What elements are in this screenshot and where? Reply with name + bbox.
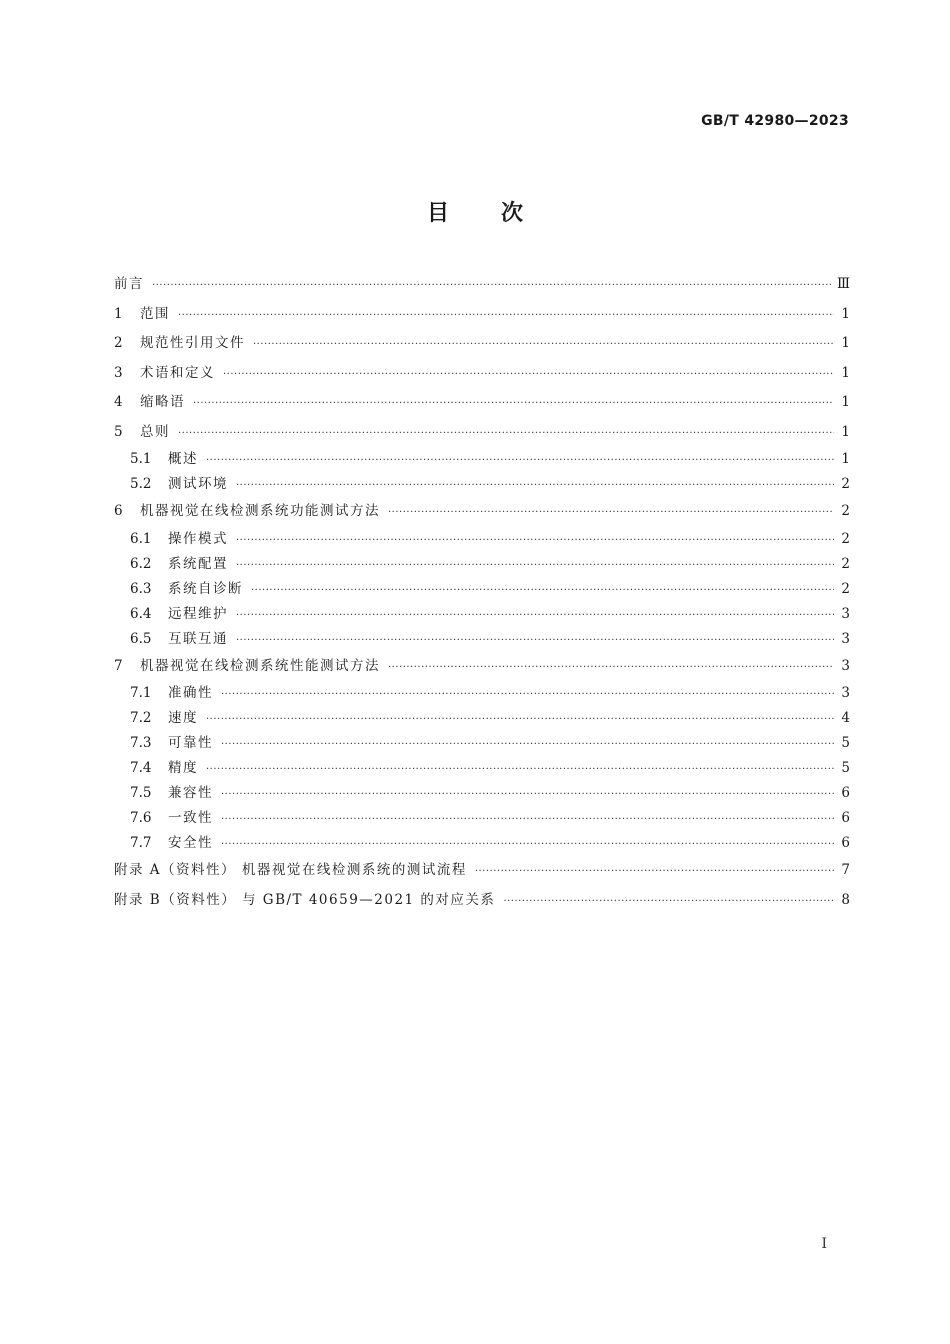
dot-leader (221, 682, 834, 707)
toc-entry-page: 1 (841, 451, 850, 467)
toc-entry-number: 7.7 (130, 835, 152, 851)
toc-entry-3[interactable] (114, 359, 850, 389)
toc-entry-number: 5.1 (130, 451, 152, 467)
dot-leader (503, 887, 834, 917)
toc-entry-page: 3 (841, 630, 850, 647)
toc-entry-label: 附录 B（资料性） 与 GB/T 40659—2021 的对应关系 (114, 891, 496, 908)
toc-entry-6-1[interactable] (114, 527, 850, 552)
dot-leader (236, 603, 834, 628)
toc-entry-6-4[interactable] (114, 602, 850, 627)
toc-entry-label: 缩略语 (140, 394, 185, 410)
toc-entry-page: 3 (841, 605, 850, 622)
toc-entry-number: 7.2 (130, 710, 152, 726)
toc-entry-page: 4 (841, 710, 850, 726)
dot-leader (223, 360, 834, 390)
toc-entry-page: 1 (841, 423, 850, 440)
toc-entry-label: 系统配置 (168, 555, 228, 572)
toc-entry-label: 精度 (168, 760, 198, 776)
toc-entry-number: 6.4 (130, 605, 152, 622)
dot-leader (253, 330, 834, 360)
toc-entry-number: 6.2 (130, 555, 152, 572)
toc-entry-number: 6.5 (130, 630, 152, 647)
dot-leader (221, 807, 834, 832)
toc-entry-label: 规范性引用文件 (140, 335, 245, 351)
toc-entry-number: 3 (114, 364, 123, 381)
toc-entry-number: 7.1 (130, 685, 152, 701)
toc-entry-label: 操作模式 (168, 530, 228, 547)
toc-entry-label: 准确性 (168, 685, 213, 701)
toc-entry-page: 8 (841, 891, 850, 908)
toc-entry-label: 附录 A（资料性） 机器视觉在线检测系统的测试流程 (114, 862, 467, 878)
toc-entry-7-4[interactable] (114, 756, 850, 781)
toc-entry-6-3[interactable] (114, 577, 850, 602)
toc-entry-4[interactable] (114, 388, 850, 418)
toc-entry-6-2[interactable] (114, 552, 850, 577)
toc-entry-label: 一致性 (168, 810, 213, 826)
toc-entry-label: 概述 (168, 451, 198, 467)
toc-entry-6-5[interactable] (114, 627, 850, 652)
toc-entry-7-2[interactable] (114, 706, 850, 731)
dot-leader (251, 578, 834, 603)
dot-leader (236, 628, 834, 653)
toc-entry-page: 3 (841, 685, 850, 701)
dot-leader (236, 553, 834, 578)
toc-entry-page: Ⅲ (836, 276, 850, 292)
dot-leader (206, 707, 834, 732)
toc-entry-page: 2 (841, 580, 850, 597)
toc-entry-number: 7.6 (130, 810, 152, 826)
dot-leader (178, 419, 834, 449)
dot-leader (388, 653, 834, 683)
toc-entry-5[interactable] (114, 418, 850, 448)
dot-leader (388, 498, 834, 528)
toc-entry-appendix-a[interactable] (114, 856, 850, 886)
toc-entry-label: 系统自诊断 (168, 580, 243, 597)
standard-code: GB/T 42980—2023 (701, 113, 849, 129)
toc-entry-7-5[interactable] (114, 781, 850, 806)
dot-leader (236, 473, 834, 498)
toc-entry-page: 6 (841, 835, 850, 851)
toc-entry-label: 术语和定义 (140, 364, 215, 381)
toc-entry-foreword[interactable] (114, 270, 850, 300)
toc-entry-number: 4 (114, 394, 123, 410)
dot-leader (206, 448, 834, 473)
toc-entry-number: 7.5 (130, 785, 152, 801)
dot-leader (221, 832, 834, 857)
toc-entry-7[interactable] (114, 652, 850, 682)
toc-entry-page: 2 (841, 555, 850, 572)
toc-entry-2[interactable] (114, 329, 850, 359)
toc-entry-7-7[interactable] (114, 831, 850, 856)
toc-entry-number: 6.1 (130, 530, 152, 547)
dot-leader (193, 389, 834, 419)
toc-entry-page: 1 (841, 364, 850, 381)
toc-entry-page: 2 (841, 503, 850, 519)
toc-title-char-2: 次 (501, 201, 524, 226)
toc-entry-number: 7.3 (130, 735, 152, 751)
toc-entry-7-3[interactable] (114, 731, 850, 756)
toc-entry-page: 6 (841, 785, 850, 801)
toc-entry-label: 兼容性 (168, 785, 213, 801)
toc-entry-label: 速度 (168, 710, 198, 726)
dot-leader (206, 757, 834, 782)
dot-leader (178, 301, 834, 331)
toc-entry-page: 2 (841, 530, 850, 547)
toc-entry-number: 6.3 (130, 580, 152, 597)
toc-entry-number: 1 (114, 305, 123, 322)
toc-entry-page: 1 (841, 335, 850, 351)
toc-entry-6[interactable] (114, 497, 850, 527)
toc-entry-appendix-b[interactable] (114, 886, 850, 916)
toc-entry-5-2[interactable] (114, 472, 850, 497)
toc-entry-number: 7.4 (130, 760, 152, 776)
toc-entry-number: 5.2 (130, 476, 152, 492)
toc-entry-page: 5 (841, 735, 850, 751)
toc-entry-number: 7 (114, 657, 123, 674)
toc-entry-page: 2 (841, 476, 850, 492)
toc-entry-number: 2 (114, 335, 123, 351)
dot-leader (236, 528, 834, 553)
toc-entry-5-1[interactable] (114, 447, 850, 472)
toc-entry-number: 6 (114, 503, 123, 519)
toc-entry-7-1[interactable] (114, 681, 850, 706)
toc-entry-label: 可靠性 (168, 735, 213, 751)
toc-entry-number: 5 (114, 423, 123, 440)
dot-leader (475, 857, 834, 887)
dot-leader (152, 271, 831, 301)
toc-entry-label: 总则 (140, 423, 170, 440)
table-of-contents (114, 270, 850, 915)
toc-entry-label: 安全性 (168, 835, 213, 851)
toc-entry-1[interactable] (114, 300, 850, 330)
toc-entry-label: 范围 (140, 305, 170, 322)
toc-entry-label: 互联互通 (168, 630, 228, 647)
toc-entry-label: 机器视觉在线检测系统性能测试方法 (140, 657, 380, 674)
toc-entry-page: 5 (841, 760, 850, 776)
toc-entry-label: 测试环境 (168, 476, 228, 492)
toc-entry-label: 远程维护 (168, 605, 228, 622)
toc-title-char-1: 目 (426, 201, 449, 226)
toc-entry-page: 7 (841, 862, 850, 878)
page-number: I (821, 1236, 827, 1252)
dot-leader (221, 732, 834, 757)
toc-entry-label: 前言 (114, 276, 144, 292)
toc-entry-page: 6 (841, 810, 850, 826)
toc-entry-page: 1 (841, 394, 850, 410)
dot-leader (221, 782, 834, 807)
toc-entry-page: 3 (841, 657, 850, 674)
toc-entry-label: 机器视觉在线检测系统功能测试方法 (140, 503, 380, 519)
toc-entry-7-6[interactable] (114, 806, 850, 831)
toc-title (0, 196, 950, 227)
toc-entry-page: 1 (841, 305, 850, 322)
